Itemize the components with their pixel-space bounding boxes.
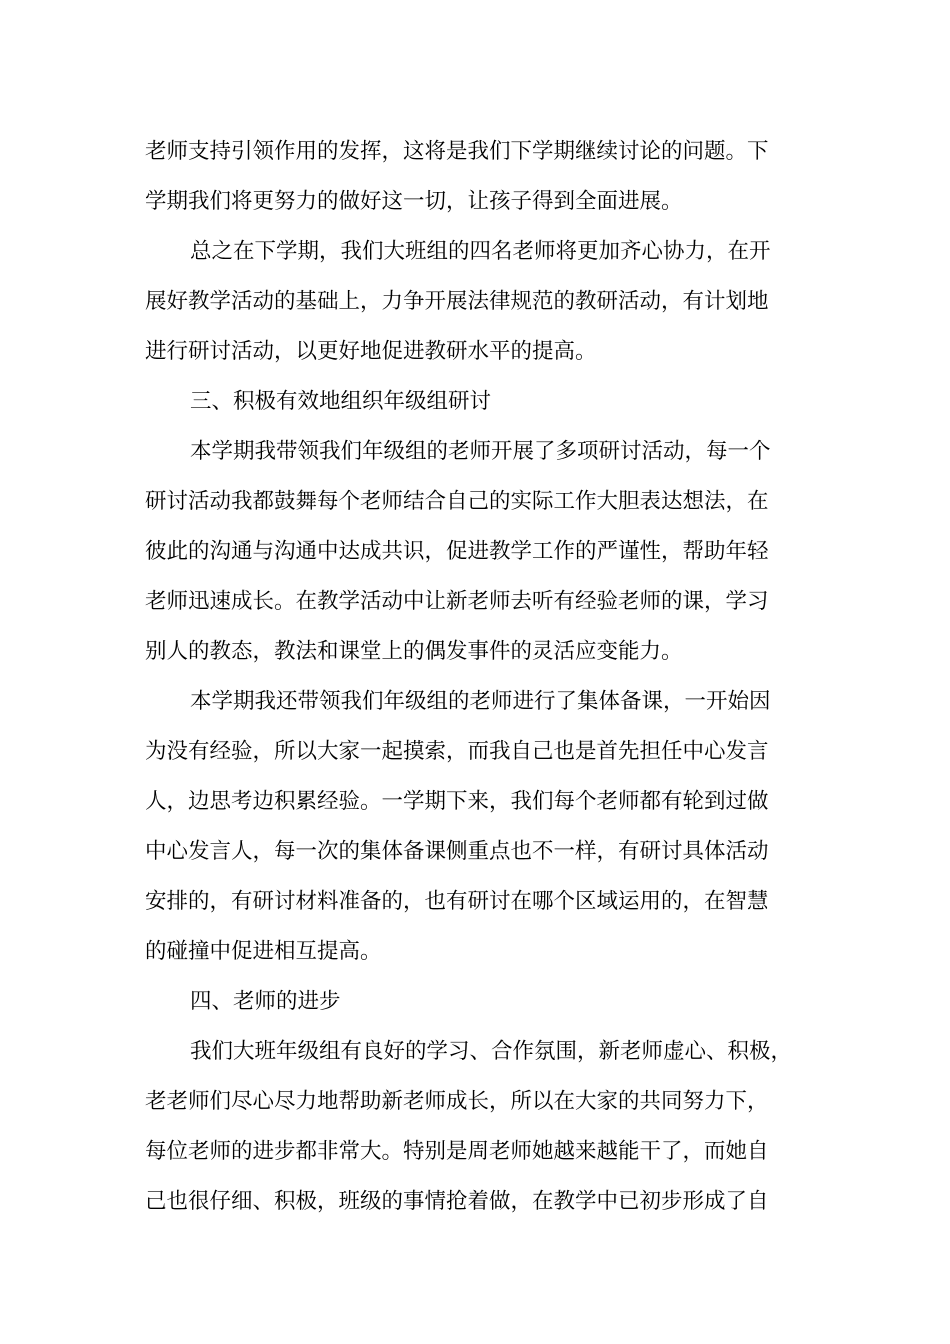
text-line: 学期我们将更努力的做好这一切，让孩子得到全面进展。: [145, 189, 683, 214]
section-heading: 四、老师的进步: [190, 989, 341, 1014]
text-line: 研讨活动我都鼓舞每个老师结合自己的实际工作大胆表达想法，在: [145, 489, 769, 514]
text-line: 己也很仔细、积极，班级的事情抢着做，在教学中已初步形成了自: [145, 1189, 769, 1214]
text-line: 我们大班年级组有良好的学习、合作氛围，新老师虚心、积极，: [190, 1039, 793, 1064]
text-line: 安排的，有研讨材料准备的，也有研讨在哪个区域运用的，在智慧: [145, 889, 769, 914]
text-line: 彼此的沟通与沟通中达成共识，促进教学工作的严谨性，帮助年轻: [145, 539, 769, 564]
text-line: 中心发言人，每一次的集体备课侧重点也不一样，有研讨具体活动: [145, 839, 769, 864]
text-line: 本学期我带领我们年级组的老师开展了多项研讨活动，每一个: [190, 439, 771, 464]
section-heading: 三、积极有效地组织年级组研讨: [190, 389, 492, 414]
text-line: 本学期我还带领我们年级组的老师进行了集体备课，一开始因: [190, 689, 771, 714]
text-line: 展好教学活动的基础上，力争开展法律规范的教研活动，有计划地: [145, 289, 769, 314]
text-line: 的碰撞中促进相互提高。: [145, 939, 382, 964]
text-line: 为没有经验，所以大家一起摸索，而我自己也是首先担任中心发言: [145, 739, 769, 764]
text-line: 总之在下学期，我们大班组的四名老师将更加齐心协力，在开: [190, 239, 771, 264]
text-line: 老老师们尽心尽力地帮助新老师成长，所以在大家的共同努力下，: [145, 1089, 769, 1114]
text-line: 人，边思考边积累经验。一学期下来，我们每个老师都有轮到过做: [145, 789, 769, 814]
text-line: 老师迅速成长。在教学活动中让新老师去听有经验老师的课，学习: [145, 589, 769, 614]
text-line: 老师支持引领作用的发挥，这将是我们下学期继续讨论的问题。下: [145, 139, 769, 164]
text-line: 别人的教态，教法和课堂上的偶发事件的灵活应变能力。: [145, 639, 683, 664]
text-line: 进行研讨活动，以更好地促进教研水平的提高。: [145, 339, 597, 364]
text-line: 每位老师的进步都非常大。特别是周老师她越来越能干了，而她自: [145, 1139, 769, 1164]
